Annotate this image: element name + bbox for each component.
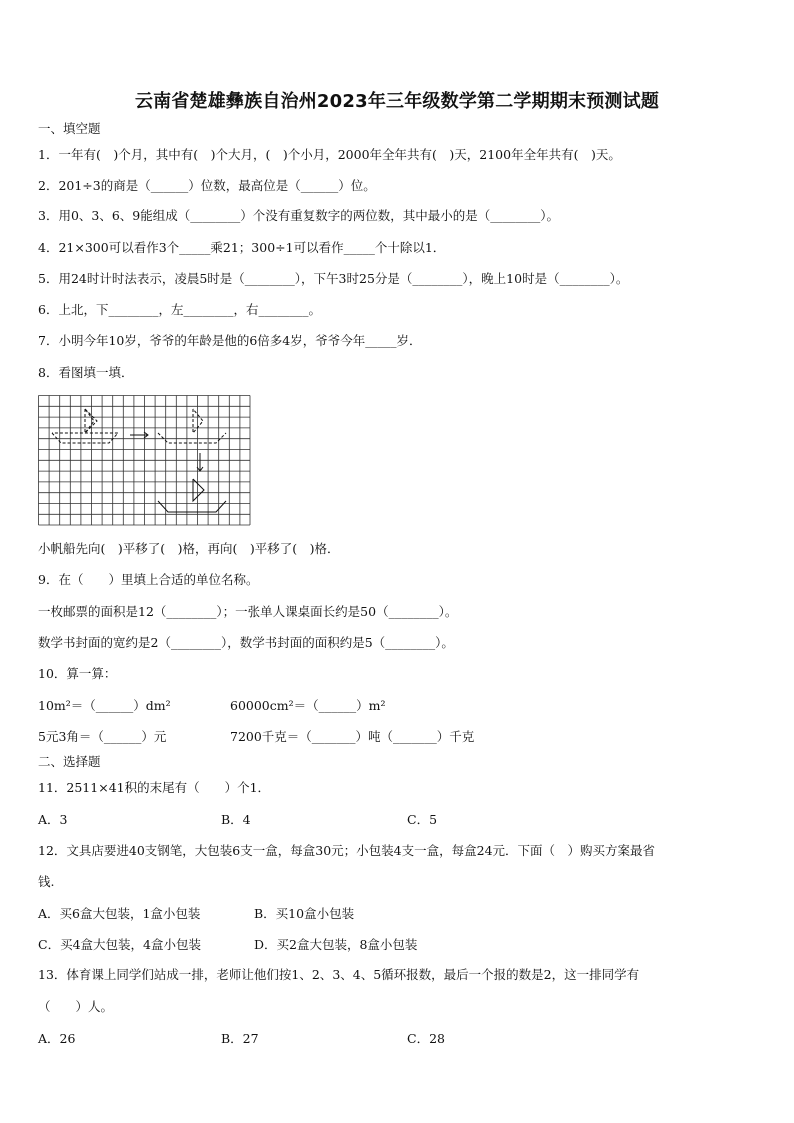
- boat-final: [158, 479, 226, 512]
- question-9-line-a: 一枚邮票的面积是12（________）；一张单人课桌面长约是50（________）。: [38, 604, 458, 619]
- boat-original: [52, 409, 118, 443]
- sailboat-grid-figure: [38, 395, 251, 526]
- question-12-option-d: D．买2盒大包装，8盒小包装: [254, 937, 418, 952]
- question-10-item-1: 10m²＝（______）dm²: [38, 698, 171, 713]
- question-13-line-1: 13．体育课上同学们站成一排，老师让他们按1、2、3、4、5循环报数，最后一个报的数是2，这一排同学有: [38, 967, 640, 982]
- question-6: 6．上北，下________，左________，右________。: [38, 302, 321, 317]
- question-10-item-4: 7200千克＝（_______）吨（_______）千克: [230, 729, 475, 744]
- question-7: 7．小明今年10岁，爷爷的年龄是他的6倍多4岁，爷爷今年_____岁．: [38, 333, 422, 348]
- question-12-option-b: B．买10盒小包装: [254, 906, 355, 921]
- question-11-option-a: A．3: [38, 812, 68, 827]
- question-1: 1．一年有( )个月，其中有( )个大月，( )个小月，2000年全年共有( )天，2100年全年共有( )天。: [38, 147, 621, 162]
- question-10: 10．算一算：: [38, 666, 117, 681]
- question-13-option-c: C．28: [407, 1031, 445, 1046]
- section-choice: 二、选择题: [38, 754, 101, 769]
- question-13-option-a: A．26: [38, 1031, 76, 1046]
- question-11-option-b: B．4: [221, 812, 251, 827]
- question-12-line-2: 钱.: [38, 874, 55, 889]
- question-13-line-2: （ ）人。: [38, 999, 114, 1014]
- grid-svg: [38, 395, 251, 526]
- question-9-line-b: 数学书封面的宽约是2（________），数学书封面的面积约是5（________）。: [38, 635, 454, 650]
- boat-translated: [158, 409, 226, 443]
- arrow-right-icon: [130, 432, 148, 438]
- section-fill-in: 一、填空题: [38, 121, 101, 136]
- question-2: 2．201÷3的商是（______）位数，最高位是（______）位。: [38, 178, 376, 193]
- question-11-option-c: C．5: [407, 812, 438, 827]
- question-8-caption: 小帆船先向( )平移了( )格，再向( )平移了( )格．: [38, 541, 340, 556]
- question-12-option-a: A．买6盒大包装，1盒小包装: [38, 906, 201, 921]
- question-10-item-3: 5元3角＝（______）元: [38, 729, 167, 744]
- question-11: 11．2511×41积的末尾有（ ）个1．: [38, 780, 271, 795]
- question-9: 9．在（ ）里填上合适的单位名称。: [38, 572, 259, 587]
- question-8: 8．看图填一填．: [38, 365, 134, 380]
- question-12-option-c: C．买4盒大包装，4盒小包装: [38, 937, 201, 952]
- question-13-option-b: B．27: [221, 1031, 259, 1046]
- question-10-item-2: 60000cm²＝（______）m²: [230, 698, 386, 713]
- question-5: 5．用24时计时法表示，凌晨5时是（________），下午3时25分是（________），晚上10时是（________）。: [38, 271, 629, 286]
- question-4: 4．21×300可以看作3个_____乘21；300÷1可以看作_____个十除以1．: [38, 240, 446, 255]
- question-12-line-1: 12．文具店要进40支钢笔，大包装6支一盒，每盒30元；小包装4支一盒，每盒24元．下面（ ）购买方案最省: [38, 843, 656, 858]
- page-title: 云南省楚雄彝族自治州2023年三年级数学第二学期期末预测试题: [134, 91, 660, 112]
- question-3: 3．用0、3、6、9能组成（________）个没有重复数字的两位数，其中最小的是（________）。: [38, 208, 560, 223]
